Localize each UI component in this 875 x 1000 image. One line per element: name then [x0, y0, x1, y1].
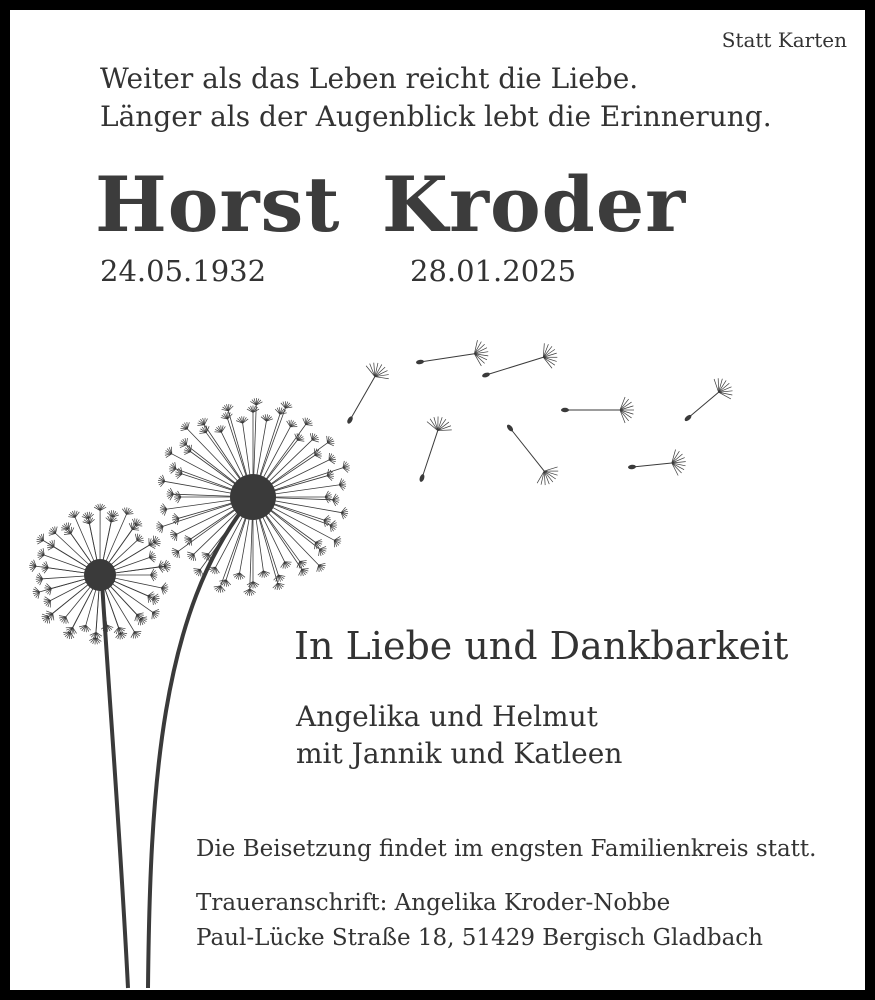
- address-line-1: Traueranschrift: Angelika Kroder-Nobbe: [196, 890, 671, 916]
- burial-notice: Die Beisetzung findet im engsten Familienkreis statt.: [196, 836, 817, 862]
- dandelion-head-large: [156, 398, 350, 596]
- statt-karten-label: Statt Karten: [721, 28, 847, 52]
- mourners-line-1: Angelika und Helmut: [296, 700, 598, 733]
- stem-small: [102, 582, 128, 988]
- deceased-name: Horst Kroder: [95, 160, 687, 249]
- flying-seed-2: [416, 340, 489, 366]
- dank-heading: In Liebe und Dankbarkeit: [294, 624, 789, 668]
- flying-seed-6: [561, 397, 634, 423]
- address-line-2: Paul-Lücke Straße 18, 51429 Bergisch Gladbach: [196, 925, 763, 951]
- flying-seed-3: [482, 343, 558, 378]
- dandelion-head-small: [29, 504, 171, 645]
- flying-seed-5: [506, 423, 558, 485]
- mourners-list: [296, 698, 622, 772]
- birth-date: 24.05.1932: [100, 254, 267, 288]
- flying-seed-1: [346, 363, 389, 425]
- flying-seed-4: [419, 417, 452, 483]
- death-date: 28.01.2025: [410, 254, 577, 288]
- flying-seed-7: [628, 450, 686, 476]
- mourning-address: [196, 886, 763, 956]
- mourners-line-2: mit Jannik und Katleen: [296, 737, 623, 770]
- flying-seed-8: [684, 378, 733, 422]
- motto-line-1: Weiter als das Leben reicht die Liebe.: [100, 62, 639, 95]
- motto-line-2: Länger als der Augenblick lebt die Erinnerung.: [100, 100, 772, 133]
